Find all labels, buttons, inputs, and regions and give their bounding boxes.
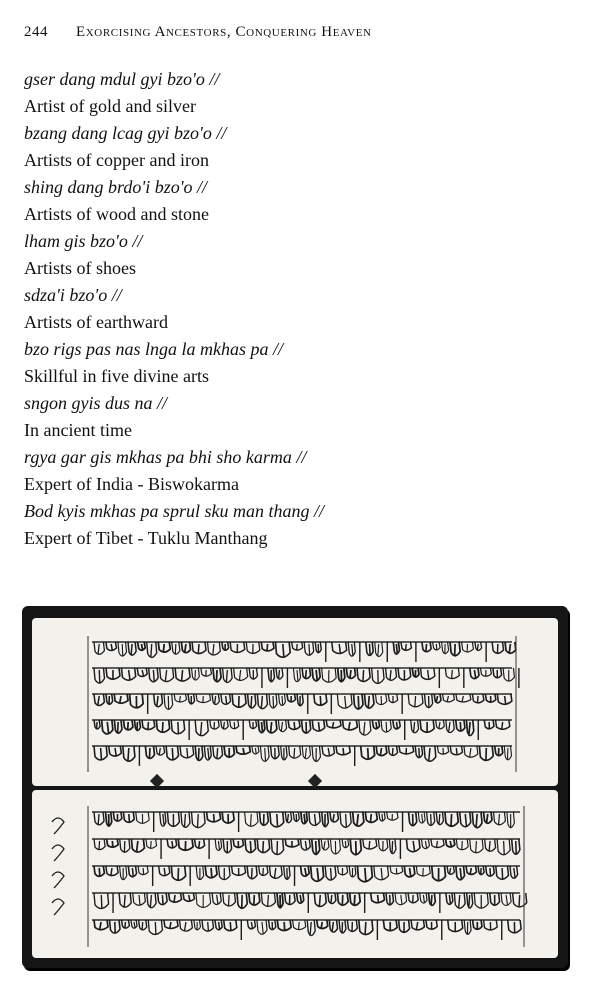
running-head: Exorcising Ancestors, Conquering Heaven [76, 24, 372, 40]
verse-line: bzang dang lcag gyi bzo'o // [24, 123, 227, 143]
page-number: 244 [24, 24, 48, 40]
verse-text [24, 66, 444, 552]
verse-line: shing dang brdo'i bzo'o // [24, 177, 208, 197]
verse-line: Artist of gold and silver [24, 96, 196, 116]
verse-line: Artists of earthward [24, 312, 168, 332]
tibetan-script-drawing [32, 790, 558, 958]
page-header [24, 24, 460, 46]
verse-line: Skillful in five divine arts [24, 366, 209, 386]
manuscript-photo [22, 606, 568, 968]
verse-line: bzo rigs pas nas lnga la mkhas pa // [24, 339, 284, 359]
verse-line: lham gis bzo'o // [24, 231, 143, 251]
verse-line: sngon gyis dus na // [24, 393, 168, 413]
verse-line: gser dang mdul gyi bzo'o // [24, 69, 220, 89]
manuscript-folio-top [32, 618, 558, 786]
verse-line: Expert of Tibet - Tuklu Manthang [24, 528, 268, 548]
verse-line: Artists of copper and iron [24, 150, 209, 170]
verse-line: Bod kyis mkhas pa sprul sku man thang // [24, 501, 324, 521]
tibetan-script-drawing [32, 618, 558, 786]
verse-line: Artists of shoes [24, 258, 136, 278]
manuscript-folio-bottom [32, 790, 558, 958]
verse-line: In ancient time [24, 420, 132, 440]
verse-line: rgya gar gis mkhas pa bhi sho karma // [24, 447, 307, 467]
verse-line: Expert of India - Biswokarma [24, 474, 239, 494]
verse-line: sdza'i bzo'o // [24, 285, 122, 305]
verse-line: Artists of wood and stone [24, 204, 209, 224]
